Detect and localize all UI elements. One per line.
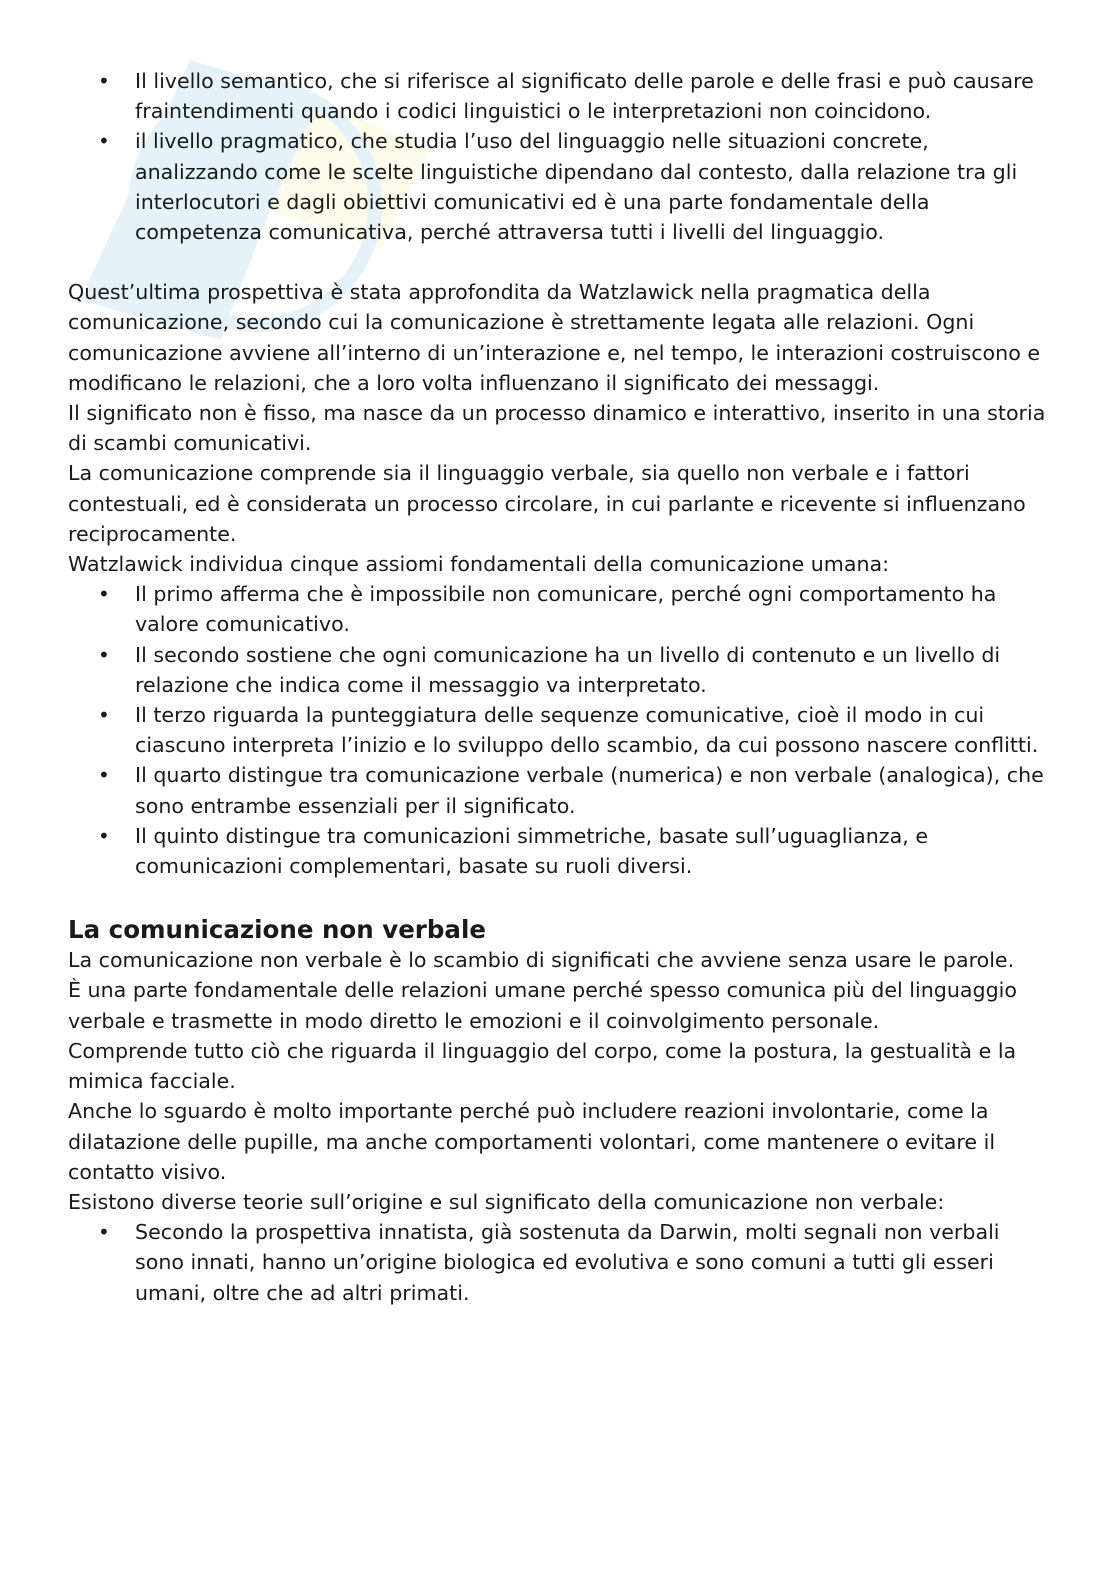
paragraph: Quest’ultima prospettiva è stata approfondita da Watzlawick nella pragmatica della comunicazione, secondo cui la comunicazione è strettamente legata alle relazioni. Ogni comunicazione avviene all’interno di un’interazione e, nel tempo, le interazioni costruiscono e modificano le relazioni, che a loro volta influenzano il significato dei messaggi. <box>68 280 1041 395</box>
bullet-icon: • <box>98 129 110 154</box>
bullet-icon: • <box>98 1220 110 1245</box>
axiom-item <box>68 760 1048 820</box>
list-item-text: Secondo la prospettiva innatista, già sostenuta da Darwin, molti segnali non verbali sono innati, hanno un’origine biologica ed evolutiva e sono comuni a tutti gli esseri umani, oltre che ad altri primati. <box>135 1220 1000 1305</box>
nonverbal-paragraphs <box>68 945 1048 1217</box>
list-item-text: Il terzo riguarda la punteggiatura delle sequenze comunicative, cioè il modo in cui ciascuno interpreta l’inizio e lo sviluppo dello scambio, da cui possono nascere conflitti. <box>135 703 1039 758</box>
theories-list <box>68 1217 1048 1308</box>
spacer <box>68 881 1048 915</box>
document-page <box>68 66 1048 1308</box>
watzlawick-paragraphs <box>68 277 1048 579</box>
axiom-item <box>68 579 1048 639</box>
list-item-text: il livello pragmatico, che studia l’uso del linguaggio nelle situazioni concrete, analizzando come le scelte linguistiche dipendano dal contesto, dalla relazione tra gli interlocutori e dagli obiettivi comunicativi ed è una parte fondamentale della competenza comunicativa, perché attraversa tutti i livelli del linguaggio. <box>135 129 1018 245</box>
axiom-item <box>68 821 1048 881</box>
axiom-item <box>68 640 1048 700</box>
list-item-text: Il quarto distingue tra comunicazione verbale (numerica) e non verbale (analogica), che sono entrambe essenziali per il significato. <box>135 763 1044 818</box>
paragraph: Comprende tutto ciò che riguarda il linguaggio del corpo, come la postura, la gestualità e la mimica facciale. <box>68 1038 1017 1094</box>
list-item-text: Il secondo sostiene che ogni comunicazione ha un livello di contenuto e un livello di relazione che indica come il messaggio va interpretato. <box>135 642 1001 697</box>
paragraph: La comunicazione comprende sia il linguaggio verbale, sia quello non verbale e i fattori contestuali, ed è considerata un processo circolare, in cui parlante e ricevente si influenzano reciprocamente. <box>68 461 1026 546</box>
axioms-list <box>68 579 1048 881</box>
bullet-icon: • <box>98 69 110 93</box>
paragraph: Esistono diverse teorie sull’origine e sul significato della comunicazione non verbale: <box>68 1189 945 1214</box>
section-heading: La comunicazione non verbale <box>68 915 486 945</box>
paragraph: È una parte fondamentale delle relazioni umane perché spesso comunica più del linguaggio verbale e trasmette in modo diretto le emozioni e il coinvolgimento personale. <box>68 978 1017 1033</box>
list-item-text: Il primo afferma che è impossibile non comunicare, perché ogni comportamento ha valore comunicativo. <box>135 582 997 637</box>
bullet-icon: • <box>98 582 110 607</box>
list-item <box>68 126 1048 247</box>
list-item <box>68 1217 1048 1308</box>
list-item-text: Il livello semantico, che si riferisce al significato delle parole e delle frasi e può causare fraintendimenti quando i codici linguistici o le interpretazioni non coincidono. <box>135 69 1034 124</box>
spacer <box>68 247 1048 277</box>
paragraph: Il significato non è fisso, ma nasce da un processo dinamico e interattivo, inserito in una storia di scambi comunicativi. <box>68 401 1046 456</box>
bullet-icon: • <box>98 703 110 728</box>
paragraph: La comunicazione non verbale è lo scambio di significati che avviene senza usare le parole. <box>68 948 1015 973</box>
bullet-icon: • <box>98 642 110 667</box>
list-item-text: Il quinto distingue tra comunicazioni simmetriche, basate sull’uguaglianza, e comunicazioni complementari, basate su ruoli diversi. <box>135 823 929 879</box>
bullet-icon: • <box>98 763 110 788</box>
list-item <box>68 66 1048 126</box>
bullet-icon: • <box>98 823 110 848</box>
paragraph: Watzlawick individua cinque assiomi fondamentali della comunicazione umana: <box>68 552 890 577</box>
axiom-item <box>68 700 1048 760</box>
pragmatic-levels-list <box>68 66 1048 247</box>
paragraph: Anche lo sguardo è molto importante perché può includere reazioni involontarie, come la dilatazione delle pupille, ma anche comportamenti volontari, come mantenere o evitare il contatto visivo. <box>68 1099 996 1184</box>
